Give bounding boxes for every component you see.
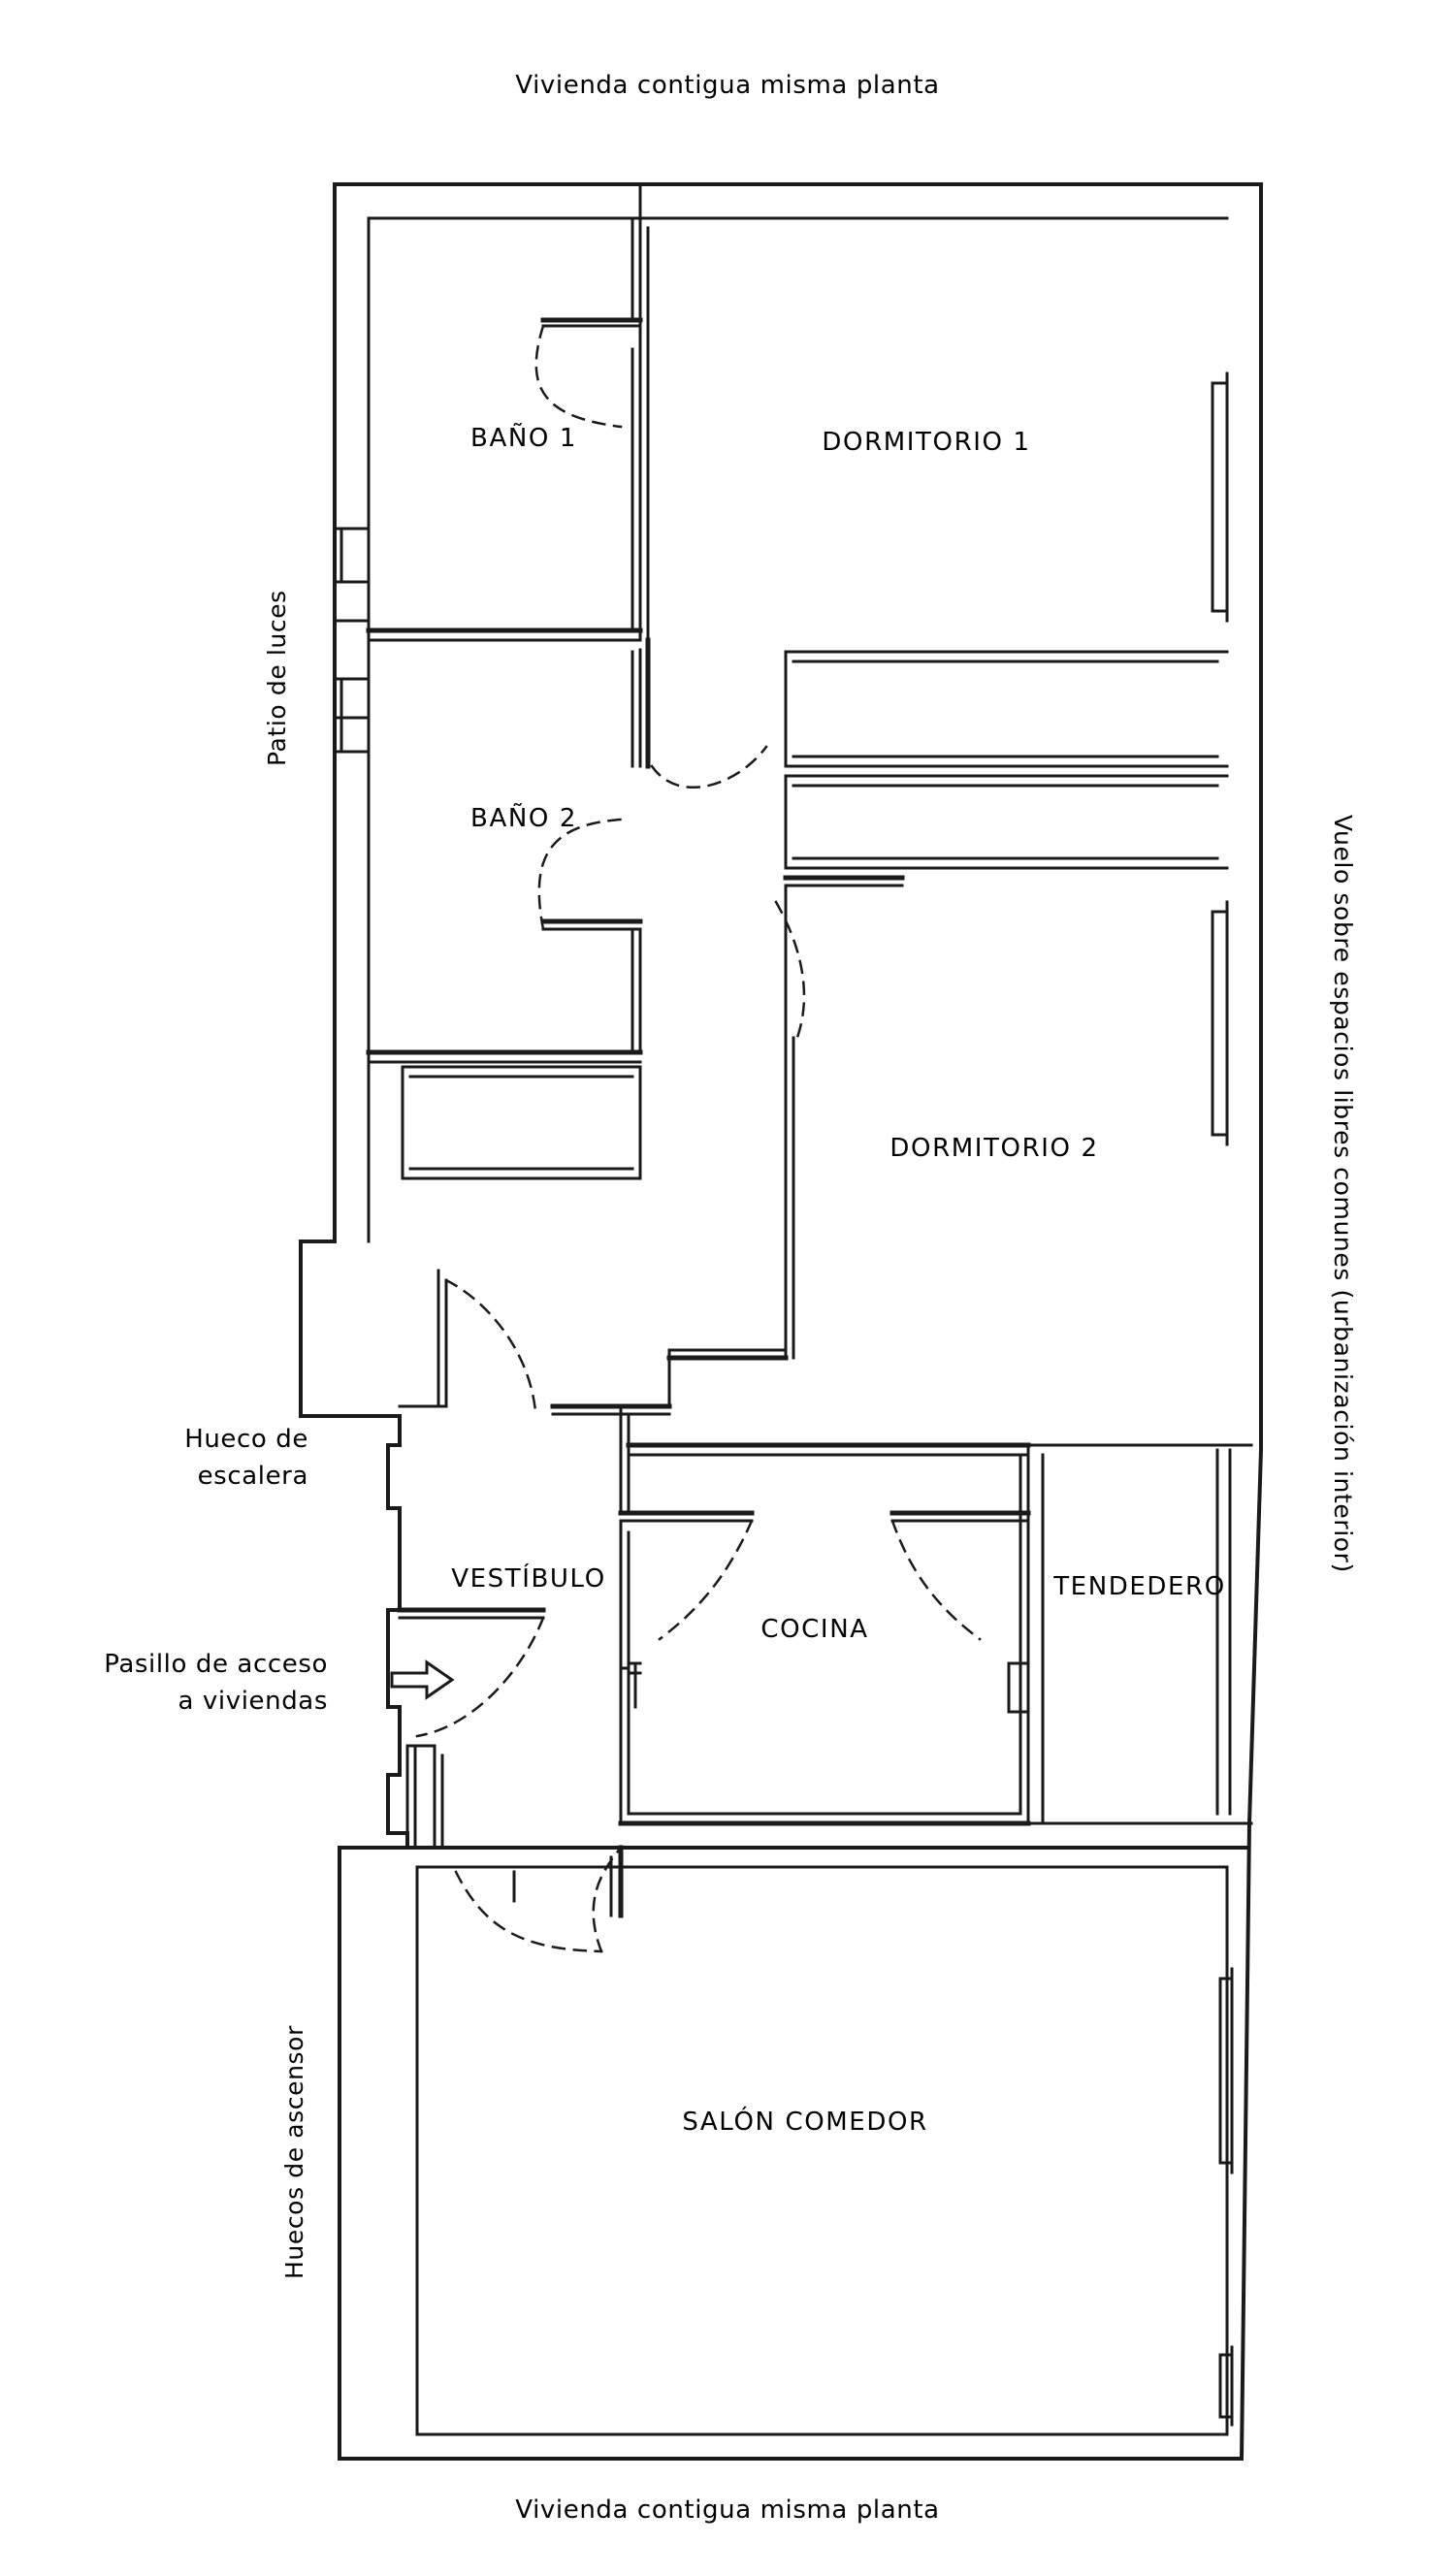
label-patio-de-luces: Patio de luces (263, 590, 291, 766)
room-label-bano-1: BAÑO 1 (470, 424, 577, 453)
label-access-corridor-line2: a viviendas (178, 1687, 328, 1716)
label-stairwell-line1: Hueco de (184, 1425, 308, 1454)
room-label-vestibulo: VESTÍBULO (451, 1564, 606, 1594)
room-label-dormitorio-1: DORMITORIO 1 (822, 428, 1031, 457)
room-label-cocina: COCINA (760, 1615, 869, 1644)
room-label-salon-comedor: SALÓN COMEDOR (682, 2108, 928, 2137)
room-label-bano-2: BAÑO 2 (470, 804, 577, 833)
label-elevator-shafts: Huecos de ascensor (280, 2025, 308, 2279)
label-overhang-common-spaces: Vuelo sobre espacios libres comunes (urbanización interior) (1329, 815, 1357, 1573)
label-access-corridor-line1: Pasillo de acceso (104, 1650, 328, 1679)
label-bottom-adjacent-dwelling: Vivienda contigua misma planta (515, 2496, 940, 2525)
label-stairwell-line2: escalera (197, 1462, 308, 1491)
room-label-dormitorio-2: DORMITORIO 2 (889, 1134, 1099, 1163)
label-top-adjacent-dwelling: Vivienda contigua misma planta (515, 71, 940, 100)
entrance-arrow-icon (392, 1662, 452, 1697)
room-label-tendedero: TENDEDERO (1053, 1572, 1226, 1601)
